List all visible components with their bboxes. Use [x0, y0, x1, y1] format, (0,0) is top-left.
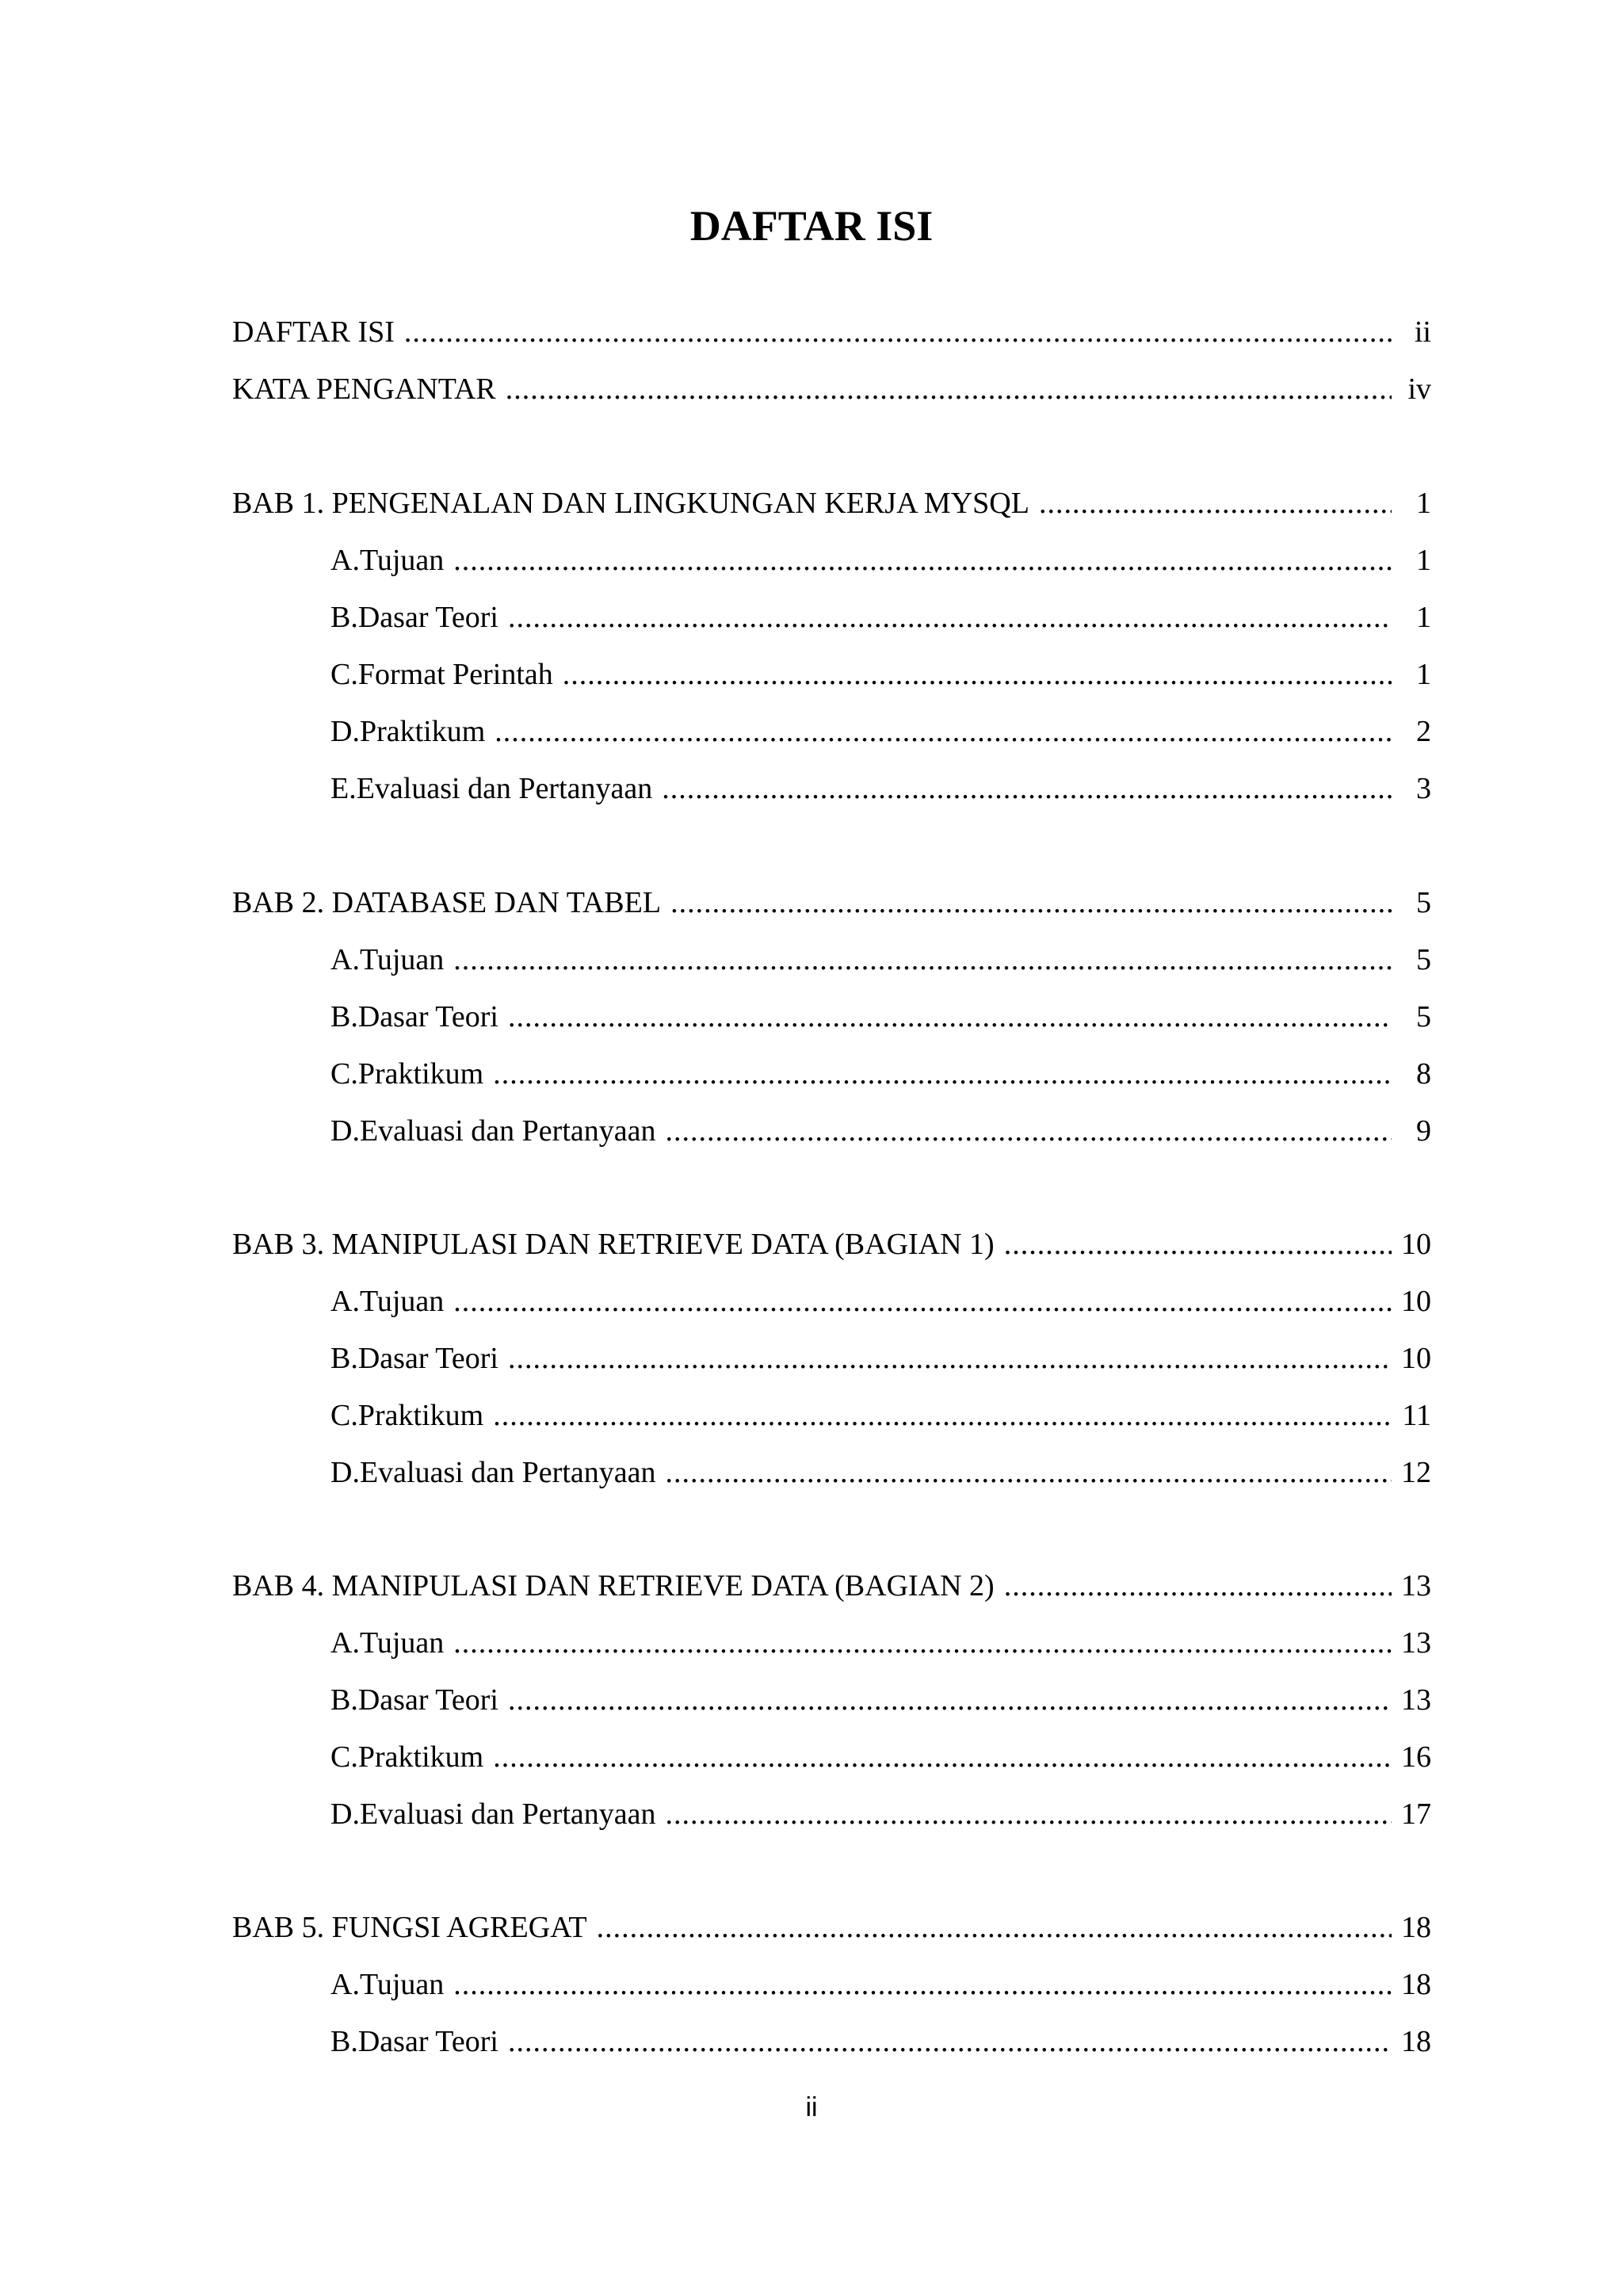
toc-leader-dots — [1039, 482, 1392, 525]
toc-chapter-page: 18 — [1401, 1911, 1431, 1944]
toc-section-letter: A. — [330, 1285, 360, 1318]
toc-section-label: Dasar Teori — [357, 1342, 498, 1375]
toc-leader-dots — [495, 710, 1392, 753]
toc-section-page: 1 — [1416, 658, 1431, 691]
toc-section-page: 13 — [1401, 1626, 1431, 1660]
toc-chapter-4 — [232, 1564, 1431, 1607]
toc-section-label: Dasar Teori — [357, 1683, 498, 1717]
page-title: DAFTAR ISI — [689, 202, 934, 250]
toc-section-letter: B. — [330, 1000, 358, 1033]
toc-section-page: 9 — [1416, 1114, 1431, 1148]
toc-section-letter: D. — [330, 1114, 360, 1148]
toc-section-letter: B. — [330, 2025, 358, 2058]
toc-section — [330, 1280, 1431, 1323]
toc-section-label: Tujuan — [359, 1285, 445, 1318]
toc-section-page: 13 — [1401, 1683, 1431, 1717]
toc-entry-label: DAFTAR ISI — [232, 315, 395, 349]
toc-section-label: Evaluasi dan Pertanyaan — [359, 1797, 656, 1831]
toc-section-label: Tujuan — [359, 943, 445, 976]
toc-section-letter: C. — [330, 1740, 358, 1774]
toc-leader-dots — [453, 1622, 1392, 1664]
toc-section-label: Praktikum — [357, 1740, 484, 1774]
toc-section-letter: B. — [330, 601, 358, 634]
toc-section-label: Dasar Teori — [357, 2025, 498, 2058]
toc-entry-daftar-isi — [232, 311, 1431, 353]
toc-leader-dots — [665, 1451, 1392, 1494]
toc-section-letter: B. — [330, 1342, 358, 1375]
toc-entry-page: ii — [1414, 315, 1431, 349]
toc-section — [330, 1793, 1431, 1836]
toc-section-label: Evaluasi dan Pertanyaan — [359, 1114, 656, 1148]
toc-section — [330, 938, 1431, 981]
toc-leader-dots — [508, 2020, 1392, 2063]
toc-section-letter: E. — [330, 772, 357, 805]
toc-leader-dots — [597, 1906, 1392, 1949]
toc-chapter-label: BAB 4. MANIPULASI DAN RETRIEVE DATA (BAGIAN 2) — [232, 1569, 995, 1603]
toc-section-label: Format Perintah — [357, 658, 553, 691]
toc-section-page: 10 — [1401, 1342, 1431, 1375]
toc-section-page: 1 — [1416, 601, 1431, 634]
toc-leader-dots — [493, 1736, 1392, 1778]
toc-section — [330, 2020, 1431, 2063]
toc-section-letter: A. — [330, 1626, 360, 1660]
toc-section-page: 5 — [1416, 1000, 1431, 1033]
toc-section-label: Tujuan — [359, 544, 445, 577]
toc-section — [330, 1394, 1431, 1437]
toc-section-page: 3 — [1416, 772, 1431, 805]
toc-section — [330, 653, 1431, 696]
toc-section-letter: C. — [330, 1399, 358, 1432]
toc-section-label: Tujuan — [359, 1968, 445, 2001]
toc-section — [330, 1337, 1431, 1380]
toc-section-page: 8 — [1416, 1057, 1431, 1091]
toc-section-page: 10 — [1401, 1285, 1431, 1318]
toc-section-label: Praktikum — [357, 1399, 484, 1432]
toc-leader-dots — [493, 1052, 1392, 1095]
toc-section-label: Praktikum — [357, 1057, 484, 1091]
toc-leader-dots — [665, 1793, 1392, 1836]
toc-chapter-1 — [232, 482, 1431, 525]
toc-section-letter: D. — [330, 1456, 360, 1489]
toc-section — [330, 767, 1431, 810]
toc-chapter-page: 5 — [1416, 886, 1431, 919]
toc-leader-dots — [453, 938, 1392, 981]
toc-section-page: 17 — [1401, 1797, 1431, 1831]
toc-entry-page: iv — [1407, 372, 1431, 406]
toc-chapter-label: BAB 3. MANIPULASI DAN RETRIEVE DATA (BAGIAN 1) — [232, 1228, 995, 1261]
toc-section — [330, 1052, 1431, 1095]
toc-entry-kata-pengantar — [232, 368, 1431, 411]
toc-section-page: 18 — [1401, 2025, 1431, 2058]
toc-leader-dots — [1004, 1223, 1392, 1266]
toc-leader-dots — [662, 767, 1392, 810]
toc-chapter-page: 1 — [1416, 487, 1431, 520]
toc-chapter-2 — [232, 881, 1431, 924]
toc-section — [330, 1451, 1431, 1494]
toc-chapter-label: BAB 1. PENGENALAN DAN LINGKUNGAN KERJA MYSQL — [232, 487, 1029, 520]
toc-leader-dots — [508, 596, 1392, 639]
toc-section-letter: D. — [330, 715, 360, 748]
toc-section-letter: A. — [330, 943, 360, 976]
toc-leader-dots — [670, 881, 1392, 924]
toc-section — [330, 1963, 1431, 2006]
toc-section-page: 2 — [1416, 715, 1431, 748]
toc-section-label: Evaluasi dan Pertanyaan — [356, 772, 653, 805]
toc-chapter-page: 10 — [1401, 1228, 1431, 1261]
toc-section — [330, 995, 1431, 1038]
toc-chapter-page: 13 — [1401, 1569, 1431, 1603]
toc-leader-dots — [506, 368, 1392, 411]
toc-section-page: 18 — [1401, 1968, 1431, 2001]
toc-leader-dots — [508, 995, 1392, 1038]
toc-section — [330, 1110, 1431, 1152]
toc-section-page: 11 — [1402, 1399, 1431, 1432]
toc-leader-dots — [493, 1394, 1392, 1437]
toc-entry-label: KATA PENGANTAR — [232, 372, 496, 406]
toc-section — [330, 1622, 1431, 1664]
toc-section — [330, 1736, 1431, 1778]
toc-section-page: 16 — [1401, 1740, 1431, 1774]
toc-section-letter: A. — [330, 1968, 360, 2001]
toc-leader-dots — [1004, 1564, 1392, 1607]
toc-leader-dots — [453, 1963, 1392, 2006]
toc-section-label: Evaluasi dan Pertanyaan — [359, 1456, 656, 1489]
toc-chapter-label: BAB 5. FUNGSI AGREGAT — [232, 1911, 587, 1944]
toc-section-label: Tujuan — [359, 1626, 445, 1660]
toc-section-letter: D. — [330, 1797, 360, 1831]
toc-leader-dots — [665, 1110, 1392, 1152]
toc-section-label: Dasar Teori — [357, 601, 498, 634]
page-number-footer: ii — [805, 2092, 818, 2122]
toc-section-letter: C. — [330, 658, 358, 691]
toc-section-label: Praktikum — [359, 715, 486, 748]
toc-section-letter: B. — [330, 1683, 358, 1717]
toc-leader-dots — [453, 539, 1392, 582]
toc-leader-dots — [453, 1280, 1392, 1323]
toc-section-page: 1 — [1416, 544, 1431, 577]
toc-section — [330, 1679, 1431, 1721]
toc-section — [330, 596, 1431, 639]
toc-section-label: Dasar Teori — [357, 1000, 498, 1033]
toc-leader-dots — [404, 311, 1392, 353]
toc-section-letter: C. — [330, 1057, 358, 1091]
toc-chapter-label: BAB 2. DATABASE DAN TABEL — [232, 886, 662, 919]
toc-chapter-5 — [232, 1906, 1431, 1949]
toc-section — [330, 710, 1431, 753]
toc-section — [330, 539, 1431, 582]
toc-leader-dots — [508, 1679, 1392, 1721]
toc-leader-dots — [563, 653, 1392, 696]
toc-section-letter: A. — [330, 544, 360, 577]
toc-section-page: 12 — [1401, 1456, 1431, 1489]
toc-chapter-3 — [232, 1223, 1431, 1266]
toc-section-page: 5 — [1416, 943, 1431, 976]
toc-leader-dots — [508, 1337, 1392, 1380]
